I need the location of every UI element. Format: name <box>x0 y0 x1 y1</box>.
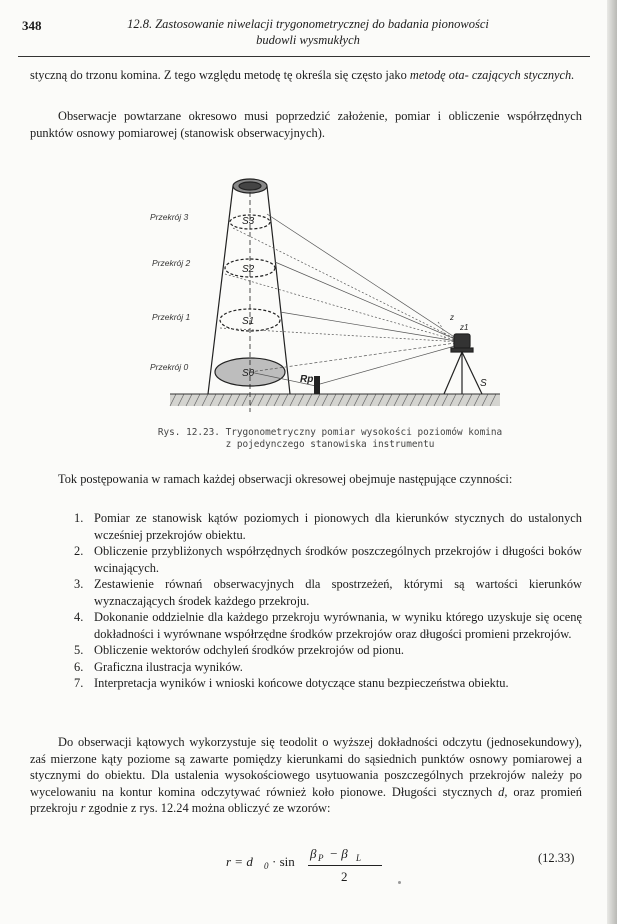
equation-minus-beta: − β <box>326 846 348 861</box>
label-section-1: Przekrój 1 <box>152 312 191 322</box>
chimney-measurement-figure <box>140 172 520 416</box>
closing-text-1: Do obserwacji kątowych wykorzystuje się teodolit o wyższej dokładności odczytu (jednosekundowy), zaś mierzone kąty poziome są zawarte pomiędzy kierunkami do sąsiednich punktów osnowy pomiarowej a stycznymi do obiektu. Dla ustalenia wysokościowego usytuowania poszczególnych przekrojów należy po wycelowaniu na kontur komina odczytywać również koło pionowe. Długości stycznych <box>30 735 582 799</box>
label-s2: S2 <box>242 264 255 275</box>
list-item-text: Dokonanie oddzielnie dla każdego przekroju wyrównania, w wyniku którego uzyskuje się ocenę dokładności i wyrównane współrzędne środków przekrojów oraz długości promieni przekrojów. <box>94 610 582 641</box>
equation-lhs-subscript: 0 <box>264 861 269 871</box>
theodolite-icon <box>444 334 482 394</box>
equation-subscript-p: P <box>318 853 324 863</box>
procedure-list <box>30 510 582 692</box>
list-item <box>30 576 582 609</box>
ground-hatch <box>170 394 500 406</box>
list-item-text: Obliczenie wektorów odchyleń środków przekrojów od pionu. <box>94 643 405 657</box>
figure-caption <box>100 427 560 451</box>
intro-emphasis-1: metodę ota- <box>409 68 469 82</box>
intro-paragraph-1 <box>30 67 582 84</box>
equation-number: (12.33) <box>538 851 575 865</box>
list-item-number: 7. <box>74 676 84 690</box>
list-item-number: 5. <box>74 643 84 657</box>
closing-paragraph <box>30 734 582 817</box>
equation-sin: · sin <box>272 854 295 869</box>
running-title-line-1: 12.8. Zastosowanie niwelacji trygonometrycznej do badania pionowości <box>127 17 489 31</box>
list-item <box>30 659 582 676</box>
intro-paragraph-2: Obserwacje powtarzane okresowo musi poprzedzić założenie, pomiar i obliczenie współrzędnych punktów osnowy pomiarowej (stanowisk obserwacyjnych). <box>30 109 582 140</box>
list-item <box>30 510 582 543</box>
equation-lhs: r = d <box>226 854 253 869</box>
intro-emphasis-2: czających stycznych. <box>471 68 575 82</box>
label-station: S <box>480 378 487 389</box>
list-item-text: Graficzna ilustracja wyników. <box>94 659 243 674</box>
list-item-number: 3. <box>74 577 84 591</box>
label-s3: S3 <box>242 216 255 227</box>
fraction-line <box>308 865 382 866</box>
page-speck <box>398 881 401 884</box>
label-section-3: Przekrój 3 <box>150 212 189 222</box>
intro-text: styczną do trzonu komina. Z tego względu metodę tę określa się często jako <box>30 68 407 82</box>
list-item <box>30 675 582 692</box>
list-item-text: Obliczenie przybliżonych współrzędnych środków poszczególnych przekrojów i długości boków wcinających. <box>94 544 582 575</box>
list-item-number: 6. <box>74 659 84 674</box>
running-title <box>78 16 538 48</box>
running-header <box>18 6 590 56</box>
levelling-rod <box>314 376 320 394</box>
label-z: z <box>450 313 454 322</box>
list-item-number: 1. <box>74 511 84 525</box>
label-z1: z1 <box>460 323 469 332</box>
closing-text-2: oraz promień przekroju <box>30 784 582 815</box>
equation-numerator-beta: β <box>310 846 317 861</box>
symbol-r: r <box>80 801 86 815</box>
label-section-0: Przekrój 0 <box>150 362 189 372</box>
caption-line-1: Rys. 12.23. Trygonometryczny pomiar wysokości poziomów komina <box>157 427 503 438</box>
list-item <box>30 543 582 576</box>
label-section-2: Przekrój 2 <box>152 258 191 268</box>
header-rule <box>18 56 590 57</box>
label-rp: Rp <box>300 374 314 385</box>
list-item-text: Zestawienie równań obserwacyjnych dla spostrzeżeń, którymi są wartości kierunków wyznaczających środek każdego przekroju. <box>94 577 582 608</box>
page-edge-shadow <box>607 0 617 924</box>
equation-subscript-l: L <box>356 853 362 863</box>
list-item-number: 2. <box>74 544 84 558</box>
label-s1: S1 <box>242 316 255 327</box>
procedure-intro: Tok postępowania w ramach każdej obserwacji okresowej obejmuje następujące czynności: <box>58 472 513 486</box>
symbol-d: d, <box>498 784 508 799</box>
caption-line-2: z pojedynczego stanowiska instrumentu <box>225 439 435 450</box>
list-item <box>30 642 582 659</box>
running-title-line-2: budowli wysmukłych <box>256 33 360 47</box>
closing-text-3: zgodnie z rys. 12.24 można obliczyć ze wzorów: <box>88 801 331 815</box>
list-item-text: Interpretacja wyników i wnioski końcowe dotyczące stanu bezpieczeństwa obiektu. <box>94 676 509 690</box>
equation-denominator: 2 <box>341 869 348 884</box>
equation-12-33 <box>226 842 386 888</box>
page-number: 348 <box>22 18 42 33</box>
list-item-text: Pomiar ze stanowisk kątów poziomych i pionowych dla kierunków stycznych do ustalonych wcześniej przekrojów obiektu. <box>94 511 582 542</box>
list-item-number: 4. <box>74 610 84 624</box>
list-item <box>30 609 582 642</box>
label-s0: S0 <box>242 368 255 379</box>
